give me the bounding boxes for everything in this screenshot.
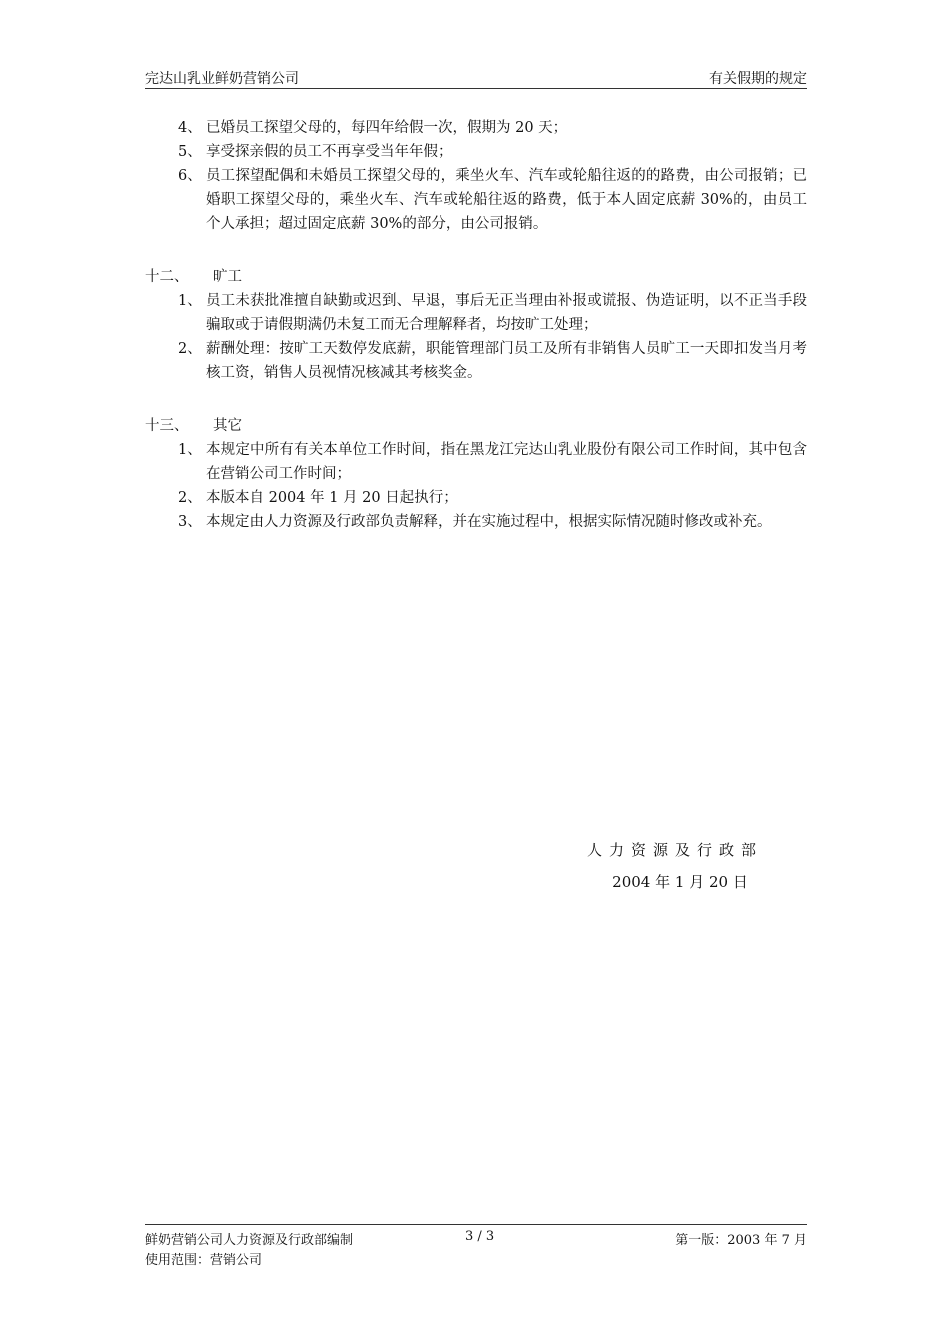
item-number: 1、 bbox=[178, 442, 202, 458]
item-number: 6、 bbox=[178, 168, 202, 184]
item-text: 已婚员工探望父母的，每四年给假一次，假期为 20 天； bbox=[206, 120, 568, 136]
item-number: 2、 bbox=[178, 341, 202, 357]
footer-scope: 使用范围：营销公司 bbox=[145, 1253, 263, 1268]
item-number: 2、 bbox=[178, 490, 202, 506]
item-text: 享受探亲假的员工不再享受当年年假； bbox=[206, 144, 453, 160]
section-number: 十三、 bbox=[145, 418, 189, 434]
list-item bbox=[145, 337, 807, 385]
document-body bbox=[145, 116, 807, 534]
item-text: 员工探望配偶和未婚员工探望父母的，乘坐火车、汽车或轮船往返的的路费，由公司报销；已婚职工探望父母的，乘坐火车、汽车或轮船往返的路费，低于本人固定底薪 30%的，由员工个人承担；超过固定底薪 30%的部分，由公司报销。 bbox=[206, 168, 807, 232]
footer-author: 鲜奶营销公司人力资源及行政部编制 bbox=[145, 1233, 354, 1248]
item-text: 本规定中所有有关本单位工作时间，指在黑龙江完达山乳业股份有限公司工作时间，其中包含在营销公司工作时间； bbox=[206, 442, 807, 482]
signature-department: 人力资源及行政部 bbox=[586, 841, 763, 859]
section-heading-absenteeism bbox=[145, 265, 807, 289]
page-header bbox=[145, 66, 807, 89]
item-number: 4、 bbox=[178, 120, 202, 136]
item-text: 本版本自 2004 年 1 月 20 日起执行； bbox=[206, 490, 458, 506]
item-number: 1、 bbox=[178, 293, 202, 309]
signature-date: 2004 年 1 月 20 日 bbox=[612, 873, 748, 891]
list-item bbox=[145, 116, 807, 140]
item-text: 员工未获批准擅自缺勤或迟到、早退，事后无正当理由补报或谎报、伪造证明，以不正当手段骗取或于请假期满仍未复工而无合理解释者，均按旷工处理； bbox=[206, 293, 807, 333]
section-number: 十二、 bbox=[145, 269, 189, 285]
list-item bbox=[145, 438, 807, 486]
list-item bbox=[145, 510, 807, 534]
footer-page-number: 3 / 3 bbox=[465, 1229, 495, 1244]
list-item bbox=[145, 164, 807, 236]
item-text: 薪酬处理：按旷工天数停发底薪，职能管理部门员工及所有非销售人员旷工一天即扣发当月考核工资，销售人员视情况核减其考核奖金。 bbox=[206, 341, 807, 381]
footer-version: 第一版：2003 年 7 月 bbox=[675, 1233, 807, 1248]
header-company: 完达山乳业鲜奶营销公司 bbox=[145, 71, 299, 87]
header-doc-title: 有关假期的规定 bbox=[709, 71, 807, 87]
item-number: 3、 bbox=[178, 514, 202, 530]
list-item bbox=[145, 140, 807, 164]
signature-block bbox=[560, 838, 800, 894]
section-heading-other bbox=[145, 414, 807, 438]
item-number: 5、 bbox=[178, 144, 202, 160]
page-footer bbox=[145, 1224, 807, 1269]
item-text: 本规定由人力资源及行政部负责解释，并在实施过程中，根据实际情况随时修改或补充。 bbox=[206, 514, 772, 530]
list-item bbox=[145, 486, 807, 510]
section-title: 其它 bbox=[213, 418, 242, 434]
list-item bbox=[145, 289, 807, 337]
section-title: 旷工 bbox=[213, 269, 242, 285]
